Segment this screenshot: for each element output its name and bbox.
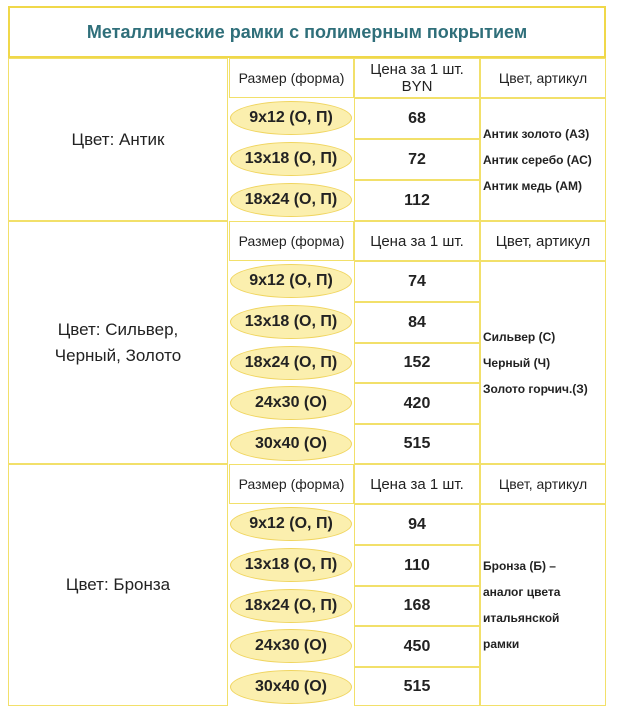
group-bronze-label: Цвет: Бронза (8, 464, 228, 706)
price-cell: 74 (354, 261, 480, 302)
group-antique-label: Цвет: Антик (8, 58, 228, 221)
color-articles (480, 261, 606, 464)
price-cell: 450 (354, 626, 480, 667)
size-option: 13x18 (О, П) (230, 142, 352, 176)
size-option: 24x30 (О) (230, 629, 352, 663)
size-option: 30x40 (О) (230, 427, 352, 461)
size-option: 18x24 (О, П) (230, 346, 352, 380)
price-cell: 112 (354, 180, 480, 221)
header-color: Цвет, артикул (480, 221, 606, 261)
article-item: Бронза (Б) – (483, 559, 556, 573)
article-item: Золото горчич.(З) (483, 381, 588, 396)
size-option: 18x24 (О, П) (230, 183, 352, 217)
price-cell: 72 (354, 139, 480, 180)
article-item: итальянской (483, 611, 560, 625)
header-price: Цена за 1 шт. (354, 221, 480, 261)
price-cell: 515 (354, 667, 480, 706)
header-color: Цвет, артикул (480, 464, 606, 504)
group-silver-black-gold-label (8, 221, 228, 464)
price-cell: 94 (354, 504, 480, 545)
price-cell: 515 (354, 424, 480, 464)
header-price: Цена за 1 шт. (354, 464, 480, 504)
price-cell: 152 (354, 343, 480, 383)
size-option: 9x12 (О, П) (230, 264, 352, 298)
size-option: 9x12 (О, П) (230, 101, 352, 135)
size-option: 30x40 (О) (230, 670, 352, 704)
size-option: 9x12 (О, П) (230, 507, 352, 541)
group-label-line: Черный, Золото (54, 345, 182, 365)
price-cell: 110 (354, 545, 480, 586)
size-option: 18x24 (О, П) (230, 589, 352, 623)
article-item: аналог цвета (483, 585, 561, 599)
header-size: Размер (форма) (229, 221, 354, 261)
article-item: рамки (483, 637, 520, 651)
size-option: 24x30 (О) (230, 386, 352, 420)
price-table (8, 6, 606, 706)
header-size: Размер (форма) (229, 464, 354, 504)
article-item: Черный (Ч) (483, 355, 551, 370)
article-item: Сильвер (С) (483, 329, 556, 344)
header-price: Цена за 1 шт. BYN (354, 58, 480, 98)
article-item: Антик золото (АЗ) (483, 126, 590, 141)
article-item: Антик серебо (АС) (483, 152, 592, 167)
price-cell: 168 (354, 586, 480, 626)
table-title: Металлические рамки с полимерным покрытием (8, 6, 606, 58)
header-color: Цвет, артикул (480, 58, 606, 98)
article-item: Антик медь (АМ) (483, 178, 583, 193)
price-cell: 420 (354, 383, 480, 424)
group-label-line: Цвет: Сильвер, (57, 319, 179, 339)
price-cell: 84 (354, 302, 480, 343)
color-articles (480, 98, 606, 221)
color-articles (480, 504, 606, 706)
size-option: 13x18 (О, П) (230, 305, 352, 339)
size-option: 13x18 (О, П) (230, 548, 352, 582)
price-cell: 68 (354, 98, 480, 139)
header-size: Размер (форма) (229, 58, 354, 98)
